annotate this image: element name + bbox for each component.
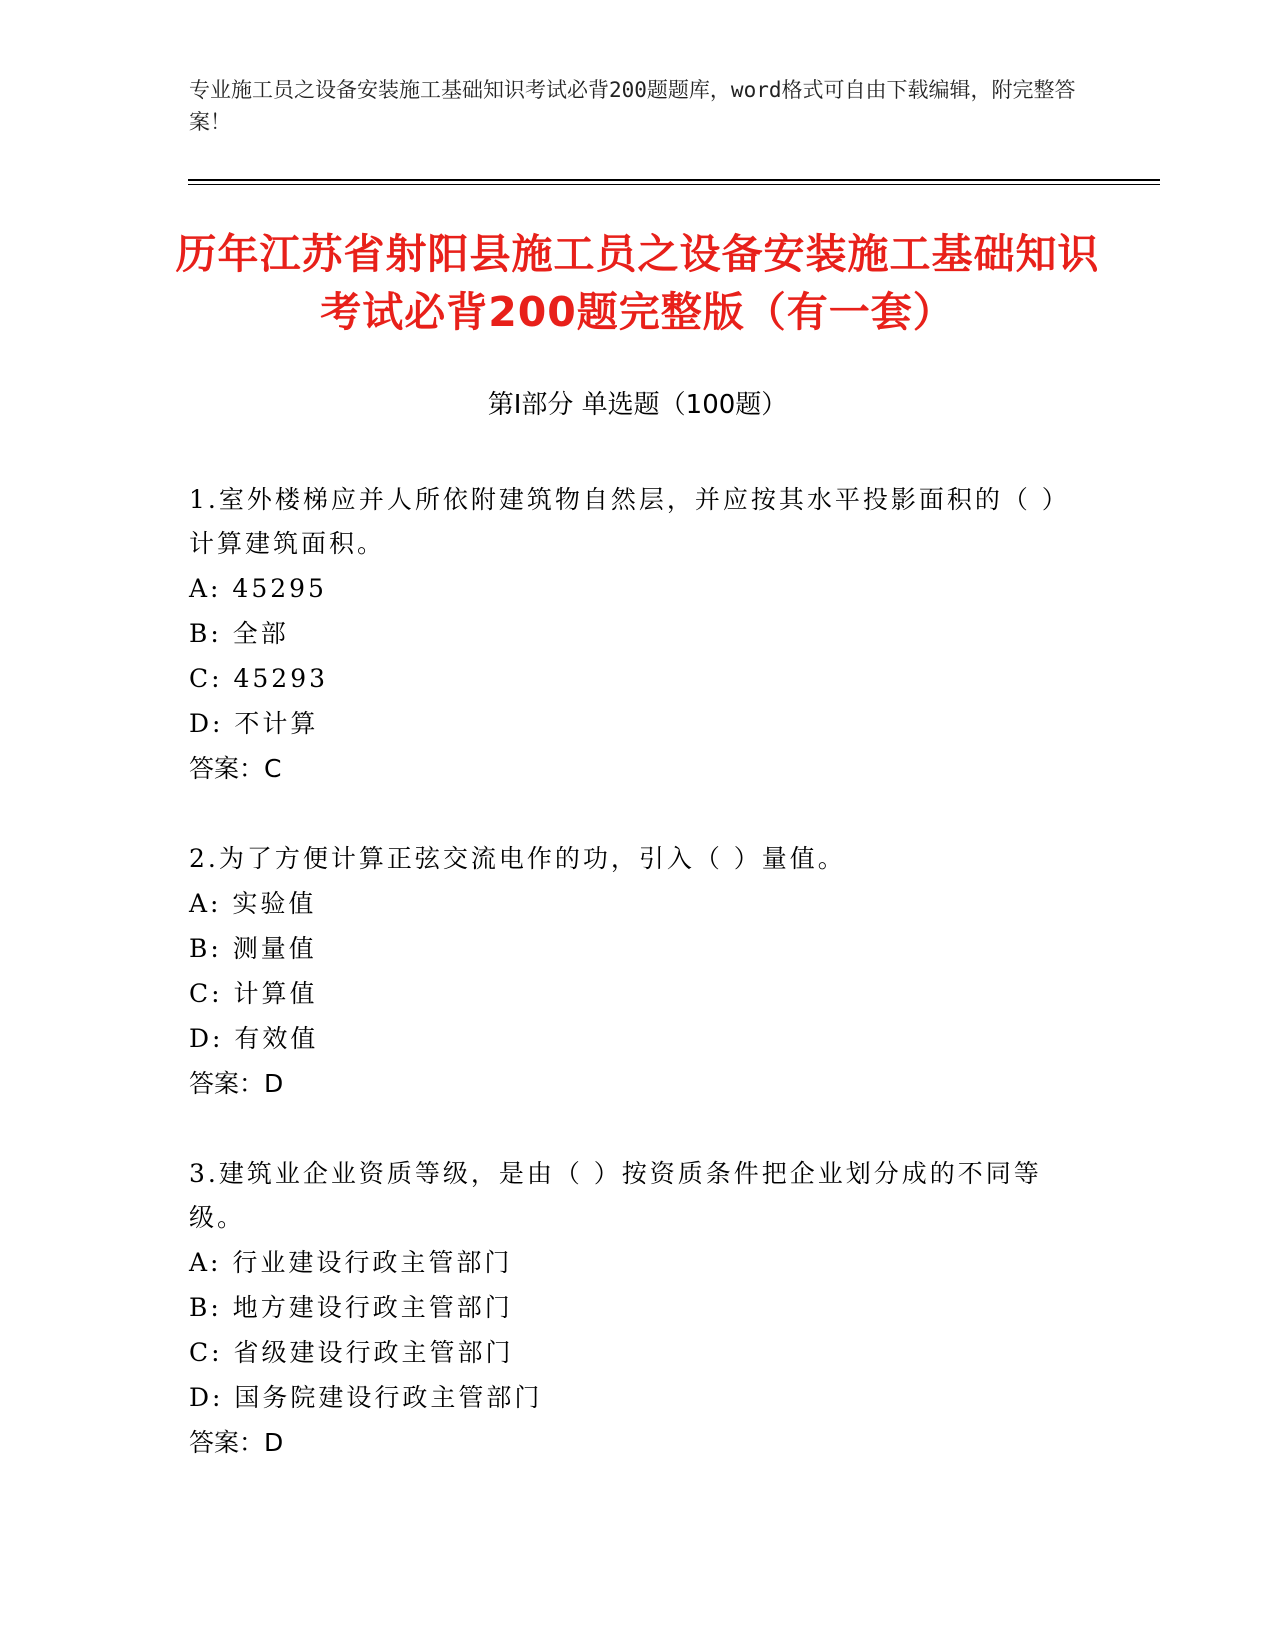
option-b: B: 测量值 — [189, 934, 317, 963]
option-c: C: 45293 — [189, 664, 329, 693]
option-b: B: 全部 — [189, 619, 289, 648]
option-d: D: 有效值 — [189, 1024, 319, 1053]
question-item — [189, 1152, 1089, 1466]
option-c: C: 计算值 — [189, 979, 318, 1008]
question-stem: 2.为了方便计算正弦交流电作的功，引入（ ）量值。 — [189, 844, 846, 873]
option-c: C: 省级建设行政主管部门 — [189, 1338, 514, 1367]
header-rule-thick — [188, 179, 1160, 181]
option-d: D: 国务院建设行政主管部门 — [189, 1383, 543, 1412]
document-title: 历年江苏省射阳县施工员之设备安装施工基础知识考试必背200题完整版（有一套） — [175, 230, 1100, 336]
section-title: 第Ⅰ部分 单选题（100题） — [487, 390, 788, 420]
answer-line: 答案：C — [189, 754, 282, 783]
question-item — [189, 478, 1089, 792]
option-a: A: 45295 — [189, 574, 327, 603]
header-note: 专业施工员之设备安装施工基础知识考试必背200题题库，word格式可自由下载编辑，附完整答案！ — [189, 78, 1076, 134]
question-stem: 1.室外楼梯应并人所依附建筑物自然层，并应按其水平投影面积的（ ）计算建筑面积。 — [189, 485, 1070, 558]
question-item — [189, 837, 1089, 1107]
header-rule-thin — [188, 184, 1160, 185]
answer-line: 答案：D — [189, 1069, 284, 1098]
question-stem: 3.建筑业企业资质等级，是由（ ）按资质条件把企业划分成的不同等级。 — [189, 1159, 1042, 1232]
option-a: A: 实验值 — [189, 889, 317, 918]
question-list — [189, 478, 1089, 1511]
option-a: A: 行业建设行政主管部门 — [189, 1248, 513, 1277]
answer-line: 答案：D — [189, 1428, 284, 1457]
option-d: D: 不计算 — [189, 709, 319, 738]
option-b: B: 地方建设行政主管部门 — [189, 1293, 513, 1322]
